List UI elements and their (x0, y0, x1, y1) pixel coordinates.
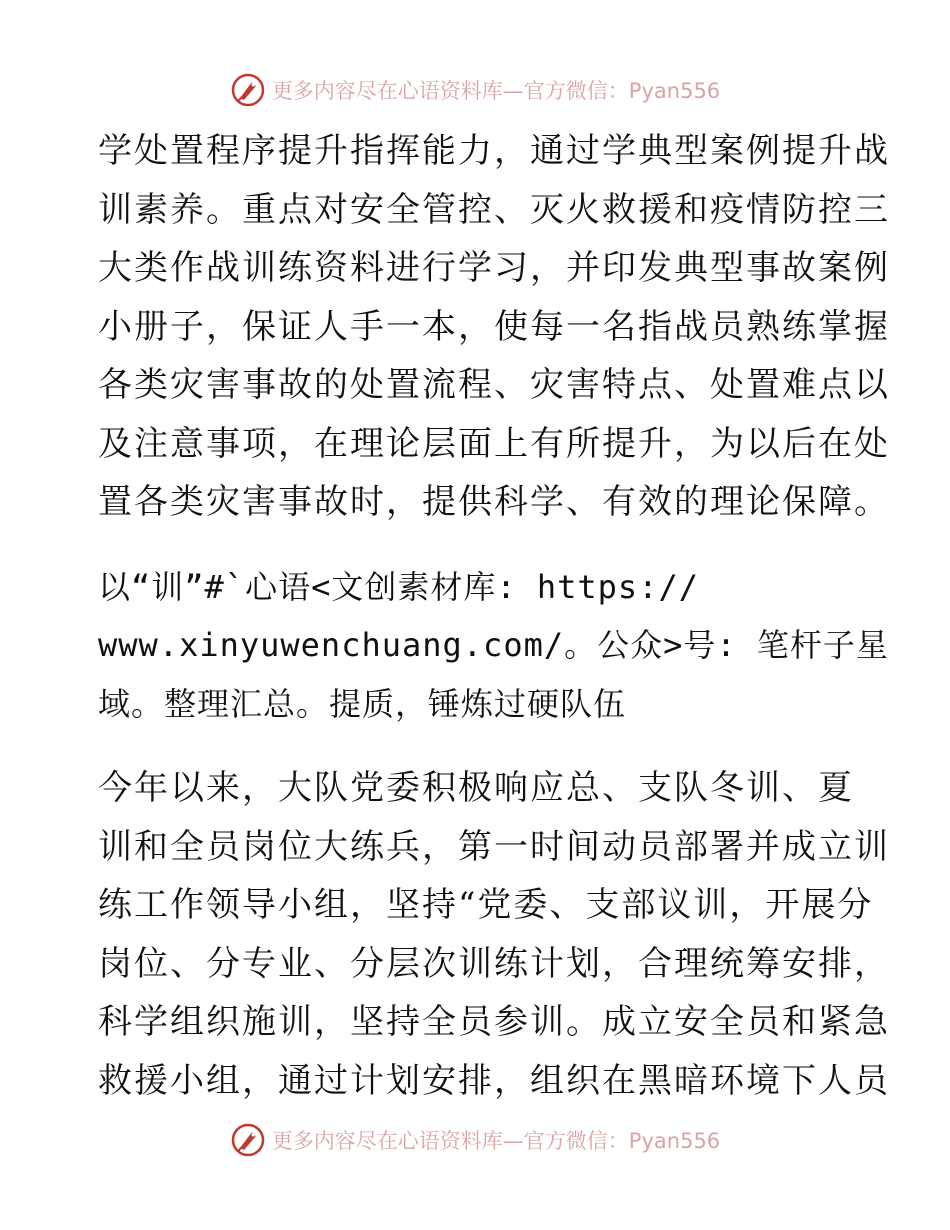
paragraph-1 (98, 122, 890, 532)
paragraph-3 (98, 759, 890, 1110)
header-watermark (0, 70, 950, 110)
header-watermark-text: 更多内容尽在心语资料库—官方微信：Pyan556 (271, 79, 721, 103)
text-line: 岗位、分专业、分层次训练计划，合理统筹安排， (98, 943, 890, 984)
text-line: 练工作领导小组，坚持“党委、支部议训，开展分 (98, 885, 874, 925)
text-line: 以“训”#`心语<文创素材库: https:// (98, 567, 699, 606)
text-line: www.xinyuwenchuang.com/。公众>号: 笔杆子星 (98, 626, 889, 664)
text-line: 学处置程序提升指挥能力，通过学典型案例提升战 (98, 131, 890, 171)
text-line: 置各类灾害事故时，提供科学、有效的理论保障。 (98, 482, 890, 522)
text-line: 及注意事项，在理论层面上有所提升，为以后在处 (98, 423, 890, 464)
text-line: 救援小组，通过计划安排，组织在黑暗环境下人员 (98, 1060, 890, 1101)
paragraph-2 (98, 558, 889, 734)
fountain-pen-circle-icon (230, 1122, 266, 1158)
text-line: 科学组织施训，坚持全员参训。成立安全员和紧急 (98, 1002, 890, 1042)
fountain-pen-circle-icon (230, 72, 266, 108)
document-body (98, 122, 890, 1110)
footer-watermark (0, 1120, 950, 1160)
footer-watermark-text: 更多内容尽在心语资料库—官方微信：Pyan556 (271, 1129, 721, 1153)
text-line: 大类作战训练资料进行学习，并印发典型事故案例 (98, 248, 890, 288)
text-line: 小册子，保证人手一本，使每一名指战员熟练掌握 (98, 306, 890, 347)
text-line: 今年以来，大队党委积极响应总、支队冬训、夏 (98, 768, 854, 808)
text-line: 各类灾害事故的处置流程、灾害特点、处置难点以 (98, 365, 890, 405)
text-line: 域。整理汇总。提质，锤炼过硬队伍 (98, 684, 627, 723)
text-line: 训素养。重点对安全管控、灭火救援和疫情防控三 (98, 189, 890, 230)
text-line: 训和全员岗位大练兵，第一时间动员部署并成立训 (98, 826, 890, 867)
